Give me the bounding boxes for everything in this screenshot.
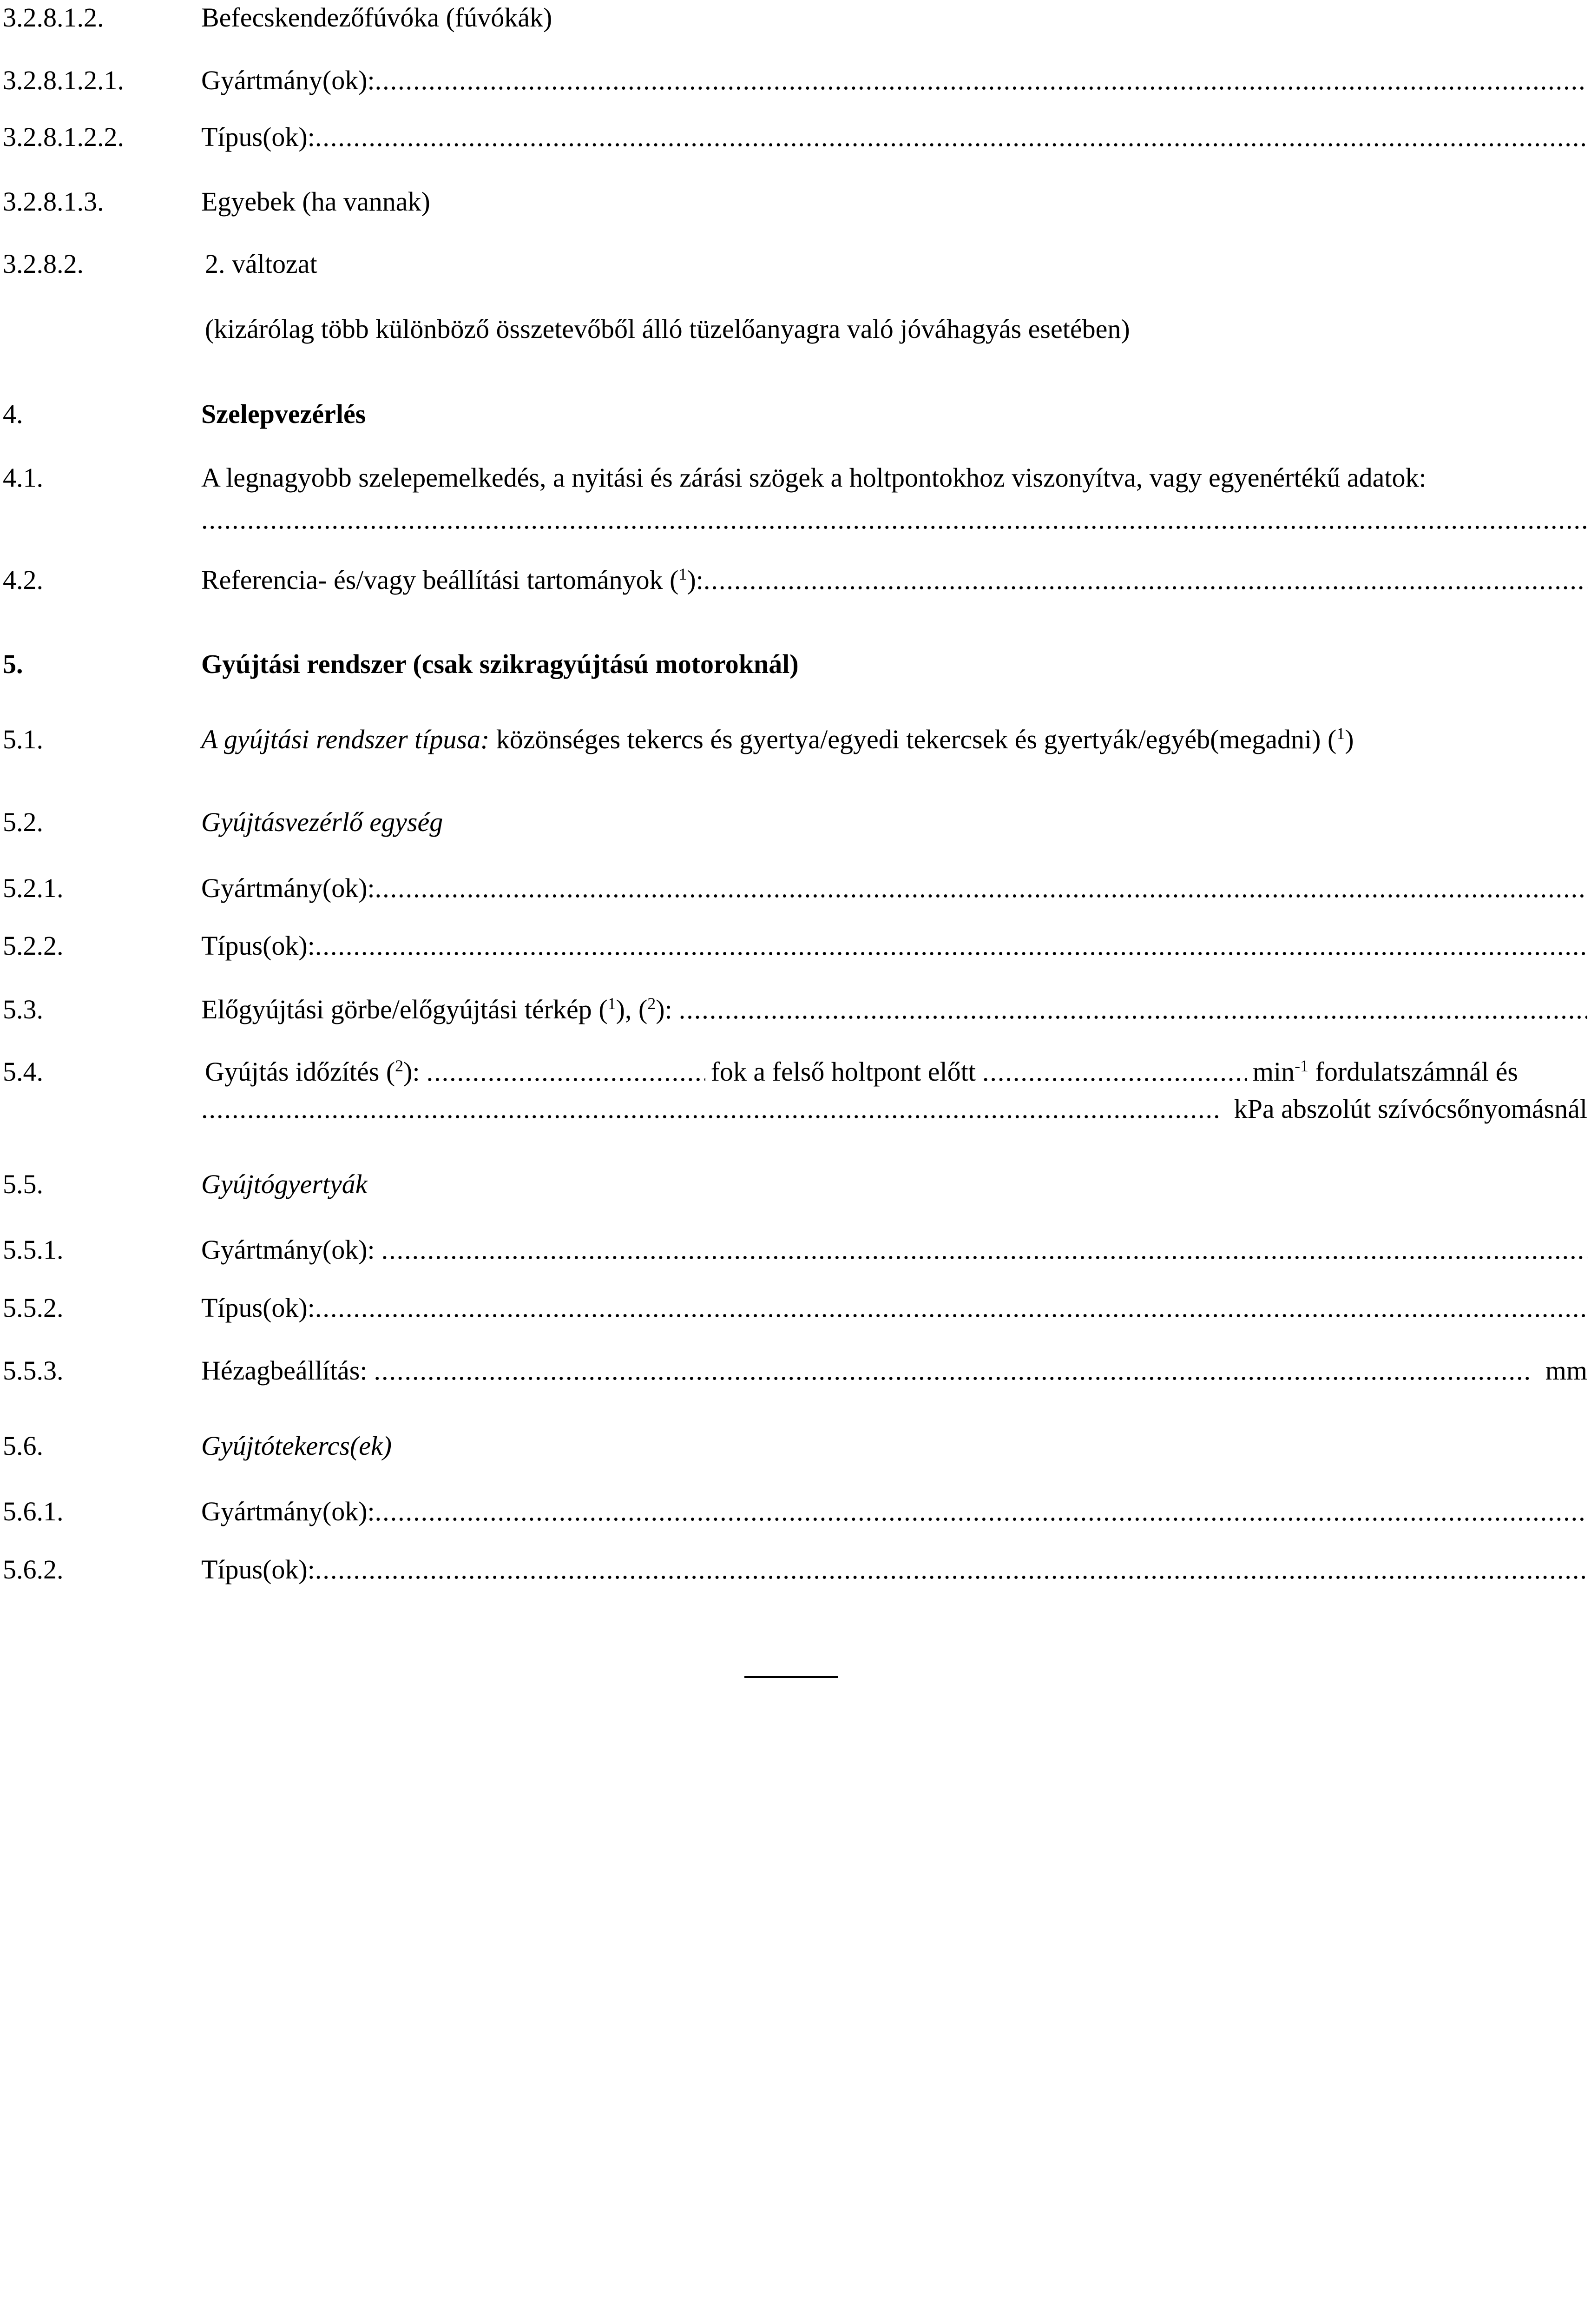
- section-number: 3.2.8.2.: [3, 249, 84, 279]
- section-row: [0, 460, 1591, 495]
- heading-row: [0, 647, 1591, 682]
- section-end-rule: [744, 1676, 838, 1678]
- field-row: [0, 562, 1591, 598]
- field-label: Referencia- és/vagy beállítási tartományok ($^1$):: [201, 565, 703, 595]
- section-number: 3.2.8.1.2.2.: [3, 122, 124, 152]
- section-subheading: Gyújtógyertyák: [201, 1169, 368, 1199]
- field-label: Gyártmány(ok):: [201, 873, 375, 903]
- section-row: [0, 246, 1591, 282]
- section-row: [0, 0, 1591, 35]
- field-label: Gyártmány(ok):: [201, 1235, 375, 1265]
- section-number: 3.2.8.1.2.1.: [3, 65, 124, 95]
- field-row: [0, 1353, 1591, 1388]
- unit-label: mm: [1545, 1355, 1587, 1386]
- section-number: 5.6.1.: [3, 1496, 64, 1526]
- fill-in-line[interactable]: [315, 119, 1587, 155]
- field-row: [0, 1232, 1591, 1268]
- fill-in-line[interactable]: [381, 1232, 1587, 1268]
- field-row: [0, 871, 1591, 906]
- fill-in-line[interactable]: [315, 1552, 1587, 1587]
- fill-in-line[interactable]: [375, 871, 1587, 906]
- section-number: 4.2.: [3, 565, 43, 595]
- subheading-row: [0, 1167, 1591, 1202]
- fill-in-line[interactable]: [703, 562, 1587, 598]
- field-label: Előgyújtási görbe/előgyújtási térkép ($^1$), ($^2$):: [201, 994, 672, 1024]
- field-row: [0, 992, 1591, 1027]
- fill-in-line[interactable]: [427, 1054, 705, 1089]
- footnote-ref[interactable]: 1: [678, 565, 687, 584]
- section-number: 3.2.8.1.3.: [3, 186, 104, 217]
- field-text: $\min^{-1}$ fordulatszámnál és: [1252, 1056, 1518, 1087]
- section-number: 5.5.: [3, 1169, 43, 1199]
- subheading-row: [0, 805, 1591, 840]
- section-number: 5.5.2.: [3, 1293, 64, 1323]
- section-number: 5.1.: [3, 724, 43, 754]
- field-label: Típus(ok):: [201, 122, 315, 152]
- field-label: Gyártmány(ok):: [201, 65, 375, 95]
- field-label: Típus(ok):: [201, 1554, 315, 1585]
- section-number: 5.2.2.: [3, 931, 64, 961]
- section-number: 5.4.: [3, 1056, 43, 1087]
- section-label: 2. változat: [205, 249, 317, 279]
- section-number: 5.5.3.: [3, 1355, 64, 1386]
- field-row: [0, 1552, 1591, 1587]
- field-row: [0, 63, 1591, 98]
- field-row: [0, 119, 1591, 155]
- field-label: Típus(ok):: [201, 931, 315, 961]
- field-label: Típus(ok):: [201, 1293, 315, 1323]
- section-subheading: Gyújtásvezérlő egység: [201, 807, 443, 837]
- fill-in-line[interactable]: [315, 928, 1587, 964]
- footnote-ref[interactable]: 2: [395, 1056, 404, 1076]
- field-row: [0, 1494, 1591, 1529]
- fill-in-line[interactable]: [374, 1353, 1530, 1388]
- section-number: 4.1.: [3, 462, 43, 493]
- fill-in-line[interactable]: [679, 992, 1587, 1027]
- section-number: 5.3.: [3, 994, 43, 1024]
- field-label: Gyújtás időzítés ($^2$):: [205, 1056, 420, 1087]
- section-number: 4.: [3, 399, 23, 429]
- subheading-row: [0, 1428, 1591, 1464]
- footnote-ref[interactable]: 1: [607, 994, 616, 1013]
- section-number: 3.2.8.1.2.: [3, 2, 104, 33]
- field-row: [0, 1054, 1591, 1089]
- section-number: 5.6.: [3, 1431, 43, 1461]
- fill-in-line[interactable]: [201, 502, 1587, 537]
- section-row: [0, 722, 1591, 757]
- field-label: Hézagbeállítás:: [201, 1355, 368, 1386]
- section-label: A legnagyobb szelepemelkedés, a nyitási és zárási szögek a holtpontokhoz viszonyítva, vagy egyenértékű adatok:: [201, 462, 1427, 493]
- section-row: [0, 184, 1591, 219]
- field-row: [0, 928, 1591, 964]
- field-row: [0, 502, 1591, 537]
- section-number: 5.2.: [3, 807, 43, 837]
- section-note: (kizárólag több különböző összetevőből álló tüzelőanyagra való jóváhagyás esetében): [205, 314, 1130, 344]
- section-label: Egyebek (ha vannak): [201, 186, 430, 217]
- section-note-row: [0, 311, 1591, 347]
- section-number: 5.6.2.: [3, 1554, 64, 1585]
- field-label: Gyártmány(ok):: [201, 1496, 375, 1526]
- section-heading: Gyújtási rendszer (csak szikragyújtású motoroknál): [201, 649, 799, 679]
- fill-in-line[interactable]: [315, 1290, 1587, 1326]
- section-number: 5.: [3, 649, 23, 679]
- field-text: kPa abszolút szívócsőnyomásnál: [1234, 1094, 1587, 1124]
- fill-in-line[interactable]: [375, 63, 1587, 98]
- footnote-ref[interactable]: 2: [647, 994, 656, 1013]
- section-label: A gyújtási rendszer típusa: közönséges tekercs és gyertya/egyedi tekercsek és gyertyák/egyéb(megadni) ($^1$): [201, 724, 1354, 754]
- fill-in-line[interactable]: [201, 1091, 1221, 1127]
- section-number: 5.2.1.: [3, 873, 64, 903]
- field-text: fok a felső holtpont előtt: [710, 1056, 976, 1087]
- section-label: Befecskendezőfúvóka (fúvókák): [201, 2, 552, 33]
- section-heading: Szelepvezérlés: [201, 399, 366, 429]
- fill-in-line[interactable]: [982, 1054, 1247, 1089]
- field-row: [0, 1091, 1591, 1127]
- fill-in-line[interactable]: [375, 1494, 1587, 1529]
- heading-row: [0, 396, 1591, 432]
- section-subheading: Gyújtótekercs(ek): [201, 1431, 392, 1461]
- field-row: [0, 1290, 1591, 1326]
- section-number: 5.5.1.: [3, 1235, 64, 1265]
- footnote-ref[interactable]: 1: [1336, 724, 1345, 743]
